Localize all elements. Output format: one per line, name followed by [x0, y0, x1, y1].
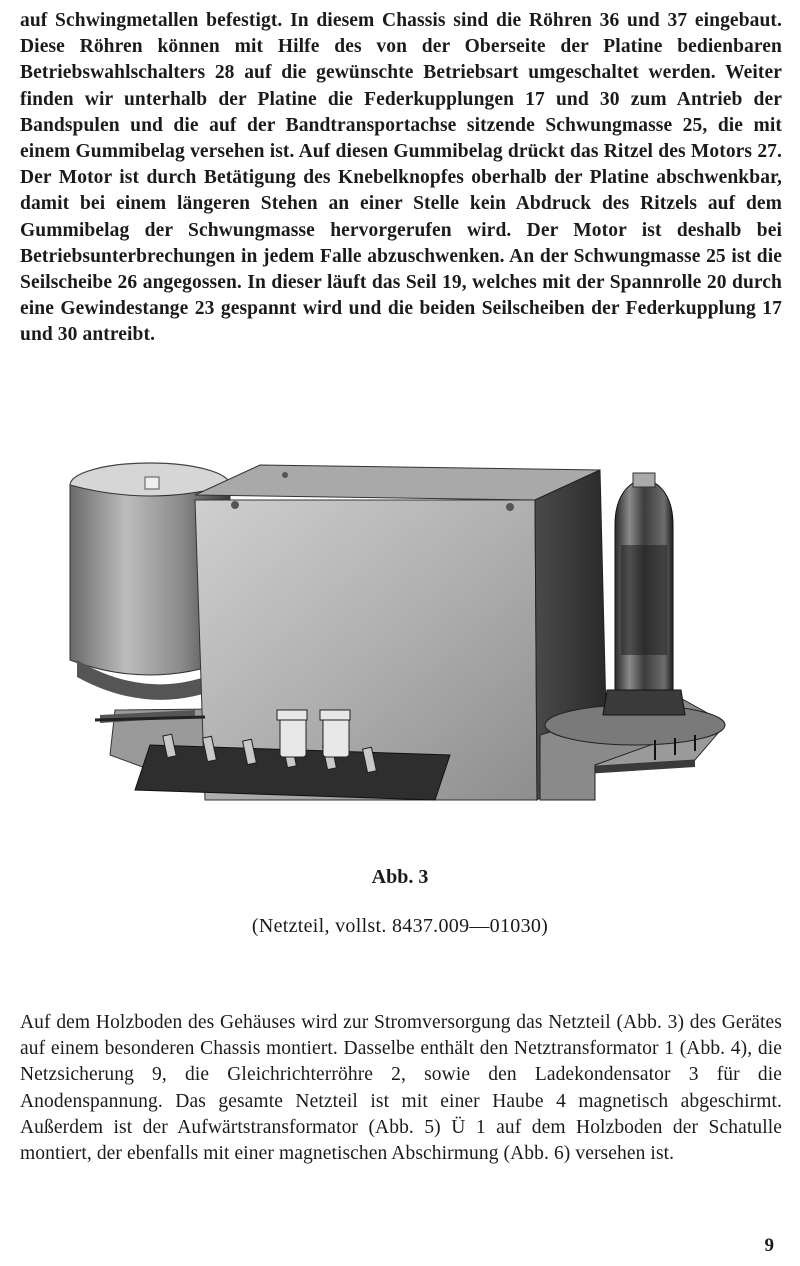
figure-power-supply-photo — [55, 455, 745, 850]
bottom-paragraph: Auf dem Holzboden des Gehäuses wird zur Stromversorgung das Netzteil (Abb. 3) des Gerätes auf einem besonderen Chassis montiert. Dasselbe enthält den Netztransformator 1 (Abb. 4), die Netzsicherung 9, die Gleichrichterröhre 2, sowie den Ladekondensator 3 für die Anodenspannung. Das gesamte Netzteil ist mit einer Haube 4 magnetisch abgeschirmt. Außerdem ist der Aufwärtstransformator (Abb. 5) Ü 1 auf dem Holzboden der Schatulle montiert, der ebenfalls mit einer magnetischen Abschirmung (Abb. 6) versehen ist. — [20, 1012, 782, 1165]
figure-label: Abb. 3 — [371, 866, 429, 888]
page-number: 9 — [764, 1235, 774, 1256]
power-supply-illustration — [55, 455, 745, 850]
top-paragraph: auf Schwingmetallen befestigt. In diesem Chassis sind die Röhren 36 und 37 eingebaut. Diese Röhren können mit Hilfe des von der Oberseite der Platine bedienbaren Betriebswahlschalters 28 auf die gewünschte Betriebsart umgeschaltet werden. Weiter finden wir unterhalb der Platine die Federkupplungen 17 und 30 zum Antrieb der Bandspulen und die auf der Bandtransportachse sitzende Schwungmasse 25, die mit einem Gummibelag versehen ist. Auf diesen Gummibelag drückt das Ritzel des Motors 27. Der Motor ist durch Betätigung des Knebelknopfes oberhalb der Platine abschwenkbar, damit bei einem längeren Stehen an einer Stelle kein Abdruck des Ritzels auf dem Gummibelag der Schwungmasse hervorgerufen wird. Der Motor ist deshalb bei Betriebsunterbrechungen in jedem Falle abzuschwenken. An der Schwungmasse 25 ist die Seilscheibe 26 angegossen. In dieser läuft das Seil 19, welches mit der Spannrolle 20 durch eine Gewindestange 23 gespannt wird und die beiden Seilscheiben der Federkupplung 17 und 30 antreibt. — [20, 10, 782, 346]
figure-subtitle: (Netzteil, vollst. 8437.009—01030) — [251, 915, 549, 937]
